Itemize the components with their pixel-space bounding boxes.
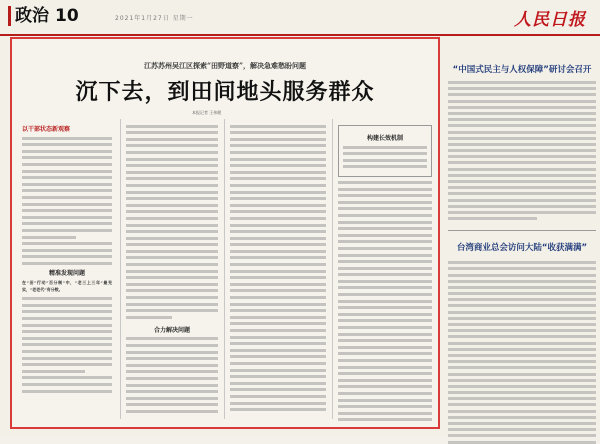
subhead-third: 合力解决问题 <box>153 326 190 334</box>
body-text-block <box>126 337 218 413</box>
page-number: 10 <box>55 6 79 26</box>
article-column-4 <box>338 121 432 421</box>
subhead-first: 以干部状态新观察 <box>22 126 71 133</box>
masthead <box>0 0 600 36</box>
body-text-block <box>22 297 112 392</box>
sidebar-text-block <box>448 81 596 220</box>
column-divider <box>332 119 333 419</box>
highlighted-article <box>10 37 440 429</box>
body-text-block <box>22 137 112 265</box>
section-name: 政治 <box>15 6 49 26</box>
sidebar-text-block <box>448 261 596 443</box>
body-text-block <box>338 181 432 421</box>
article-headline: 沉下去，到田间地头服务群众 <box>75 80 375 105</box>
sidebar-title-1: “中国式民主与人权保障”研讨会召开 <box>452 65 592 75</box>
dateline: 2021年1月27日 星期一 <box>115 15 194 22</box>
newspaper-logo: 人民日报 <box>514 10 586 30</box>
article-byline: 本报记者 王伟健 <box>192 110 222 115</box>
column-divider <box>224 119 225 419</box>
article-column-1 <box>22 121 112 421</box>
pullquote: 在“田”行动“百分制”中，“老三上三年”最充实，“老老代”有分数。 <box>22 280 112 293</box>
sidebar-title-2: 台湾商业总会访问大陆“收获满满” <box>456 243 588 254</box>
body-text-block <box>230 125 326 412</box>
column-divider <box>120 119 121 419</box>
sidebar <box>448 37 596 435</box>
article-column-3 <box>230 121 326 421</box>
sidebar-divider <box>448 230 596 231</box>
callout-box <box>338 125 432 177</box>
subhead-box: 构建长效机制 <box>366 135 403 142</box>
body-text-block <box>126 125 218 319</box>
section-label <box>8 6 79 26</box>
article-kicker: 江苏苏州吴江区探索“田野道察”，解决急难愁盼问题 <box>143 61 307 70</box>
article-column-2 <box>126 121 218 421</box>
subhead-second: 精准发现问题 <box>48 270 85 278</box>
